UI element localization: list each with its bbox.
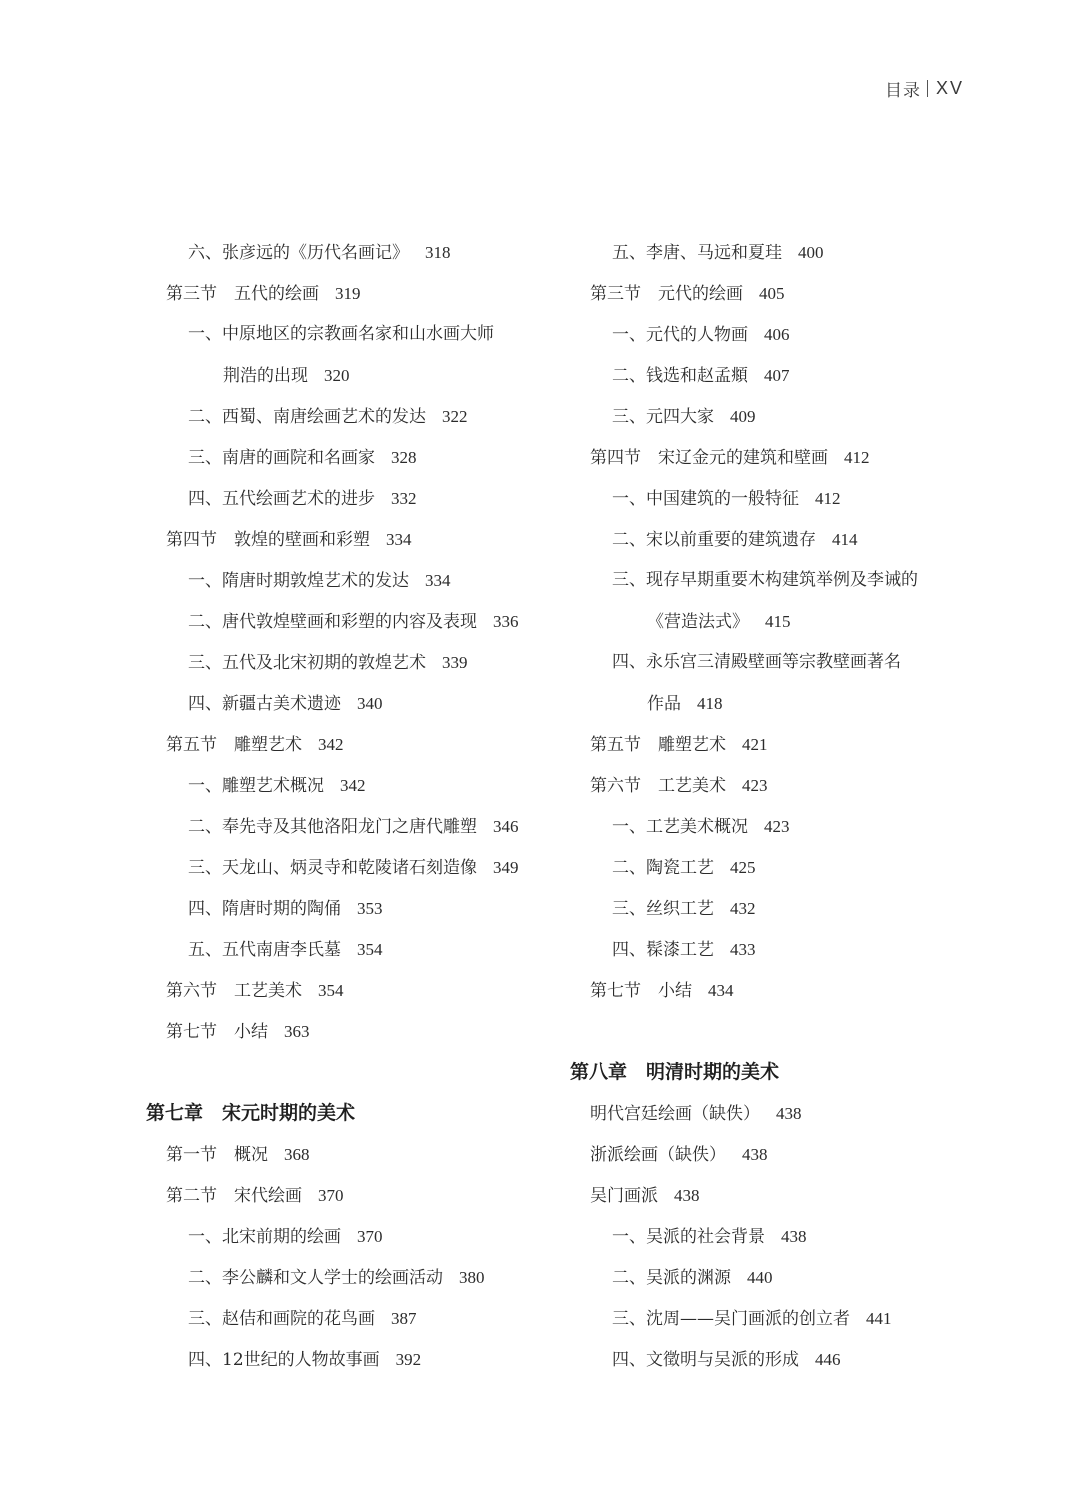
toc-section[interactable] <box>146 724 566 765</box>
toc-entry-page: 387 <box>391 1309 417 1328</box>
toc-entry[interactable] <box>146 765 566 806</box>
toc-entry-title: 三、现存早期重要木构建筑举例及李诫的 <box>612 570 918 590</box>
toc-entry[interactable] <box>146 847 566 888</box>
toc-entry[interactable] <box>146 232 566 273</box>
toc-chapter-heading[interactable] <box>146 1093 566 1134</box>
toc-entry-title: 三、天龙山、炳灵寺和乾陵诸石刻造像 <box>188 858 477 878</box>
toc-entry-page: 405 <box>759 284 785 303</box>
toc-entry[interactable] <box>146 560 566 601</box>
chapter-gap <box>146 1052 566 1093</box>
toc-entry-title: 三、丝织工艺 <box>612 899 714 919</box>
toc-section[interactable] <box>570 970 990 1011</box>
toc-entry[interactable] <box>570 396 990 437</box>
toc-entry-title: 二、李公麟和文人学士的绘画活动 <box>188 1268 443 1288</box>
toc-entry[interactable] <box>570 929 990 970</box>
toc-entry-title: 作品 <box>647 694 681 714</box>
toc-entry-page: 380 <box>459 1268 485 1287</box>
toc-entry-title: 二、宋以前重要的建筑遗存 <box>612 530 816 550</box>
chapter-gap <box>570 1011 990 1052</box>
toc-entry-title: 一、雕塑艺术概况 <box>188 776 324 796</box>
toc-entry-title: 四、髹漆工艺 <box>612 940 714 960</box>
toc-entry[interactable] <box>570 847 990 888</box>
toc-entry-page: 423 <box>764 817 790 836</box>
toc-entry-continuation[interactable] <box>570 683 990 724</box>
toc-chapter-title: 第七章 宋元时期的美术 <box>146 1102 356 1124</box>
toc-entry-page: 332 <box>391 489 417 508</box>
toc-entry-title: 二、唐代敦煌壁画和彩塑的内容及表现 <box>188 612 477 632</box>
toc-left-column <box>146 232 566 1380</box>
toc-entry-page: 433 <box>730 940 756 959</box>
toc-entry-title: 第四节 宋辽金元的建筑和壁画 <box>590 448 828 468</box>
running-header <box>885 76 964 101</box>
toc-entry-page: 328 <box>391 448 417 467</box>
toc-entry[interactable] <box>570 232 990 273</box>
toc-entry[interactable] <box>146 314 566 355</box>
toc-entry-title: 四、五代绘画艺术的进步 <box>188 489 375 509</box>
toc-entry-title: 三、赵佶和画院的花鸟画 <box>188 1309 375 1329</box>
toc-entry-title: 一、中国建筑的一般特征 <box>612 489 799 509</box>
toc-entry[interactable] <box>570 888 990 929</box>
toc-entry-title: 三、南唐的画院和名画家 <box>188 448 375 468</box>
header-separator <box>927 80 928 97</box>
toc-entry-title: 一、工艺美术概况 <box>612 817 748 837</box>
toc-entry-title: 《营造法式》 <box>647 612 749 632</box>
toc-entry[interactable] <box>146 929 566 970</box>
toc-section[interactable] <box>570 1134 990 1175</box>
toc-entry-continuation[interactable] <box>570 601 990 642</box>
toc-entry[interactable] <box>146 1298 566 1339</box>
toc-entry[interactable] <box>570 642 990 683</box>
toc-entry[interactable] <box>146 642 566 683</box>
toc-entry-title: 四、12世纪的人物故事画 <box>188 1350 380 1370</box>
toc-entry-title: 六、张彦远的《历代名画记》 <box>188 243 409 263</box>
toc-entry-title: 二、奉先寺及其他洛阳龙门之唐代雕塑 <box>188 817 477 837</box>
toc-entry-title: 二、钱选和赵孟頫 <box>612 366 748 386</box>
toc-entry-title: 第二节 宋代绘画 <box>166 1186 302 1206</box>
toc-entry[interactable] <box>570 1298 990 1339</box>
toc-section[interactable] <box>570 273 990 314</box>
toc-entry[interactable] <box>570 1339 990 1380</box>
toc-entry-page: 363 <box>284 1022 310 1041</box>
toc-entry-title: 四、新疆古美术遗迹 <box>188 694 341 714</box>
toc-entry-title: 第五节 雕塑艺术 <box>166 735 302 755</box>
toc-entry-page: 412 <box>815 489 841 508</box>
toc-entry-page: 446 <box>815 1350 841 1369</box>
toc-entry-title: 五、李唐、马远和夏珪 <box>612 243 782 263</box>
toc-right-column <box>570 232 990 1380</box>
toc-entry-title: 三、五代及北宋初期的敦煌艺术 <box>188 653 426 673</box>
toc-section[interactable] <box>570 724 990 765</box>
toc-entry-page: 438 <box>674 1186 700 1205</box>
toc-entry[interactable] <box>146 1339 566 1380</box>
toc-entry-title: 第三节 五代的绘画 <box>166 284 319 304</box>
toc-entry-page: 342 <box>340 776 366 795</box>
toc-entry[interactable] <box>570 519 990 560</box>
toc-section[interactable] <box>146 1134 566 1175</box>
toc-entry[interactable] <box>570 560 990 601</box>
toc-entry-page: 425 <box>730 858 756 877</box>
toc-entry-page: 322 <box>442 407 468 426</box>
toc-section[interactable] <box>146 1011 566 1052</box>
toc-entry-page: 421 <box>742 735 768 754</box>
toc-entry-page: 349 <box>493 858 519 877</box>
toc-entry[interactable] <box>146 806 566 847</box>
toc-entry-page: 423 <box>742 776 768 795</box>
toc-section[interactable] <box>146 273 566 314</box>
toc-entry-title: 一、元代的人物画 <box>612 325 748 345</box>
toc-entry-title: 第三节 元代的绘画 <box>590 284 743 304</box>
toc-entry-title: 一、北宋前期的绘画 <box>188 1227 341 1247</box>
toc-section[interactable] <box>570 1093 990 1134</box>
toc-entry-title: 荆浩的出现 <box>223 366 308 386</box>
toc-entry[interactable] <box>570 355 990 396</box>
toc-entry-page: 432 <box>730 899 756 918</box>
toc-entry-page: 342 <box>318 735 344 754</box>
toc-entry[interactable] <box>570 806 990 847</box>
toc-entry[interactable] <box>146 1216 566 1257</box>
toc-entry[interactable] <box>146 683 566 724</box>
toc-entry-page: 334 <box>425 571 451 590</box>
toc-entry-title: 第七节 小结 <box>166 1022 268 1042</box>
toc-entry-page: 370 <box>318 1186 344 1205</box>
toc-entry-page: 441 <box>866 1309 892 1328</box>
toc-chapter-title: 第八章 明清时期的美术 <box>570 1061 780 1083</box>
toc-entry-title: 二、吴派的渊源 <box>612 1268 731 1288</box>
header-title: 目录 <box>884 81 921 101</box>
toc-entry-title: 五、五代南唐李氏墓 <box>188 940 341 960</box>
toc-entry-page: 353 <box>357 899 383 918</box>
toc-section[interactable] <box>570 1175 990 1216</box>
toc-entry-page: 418 <box>697 694 723 713</box>
toc-entry-page: 368 <box>284 1145 310 1164</box>
toc-entry-title: 三、元四大家 <box>612 407 714 427</box>
toc-section[interactable] <box>146 1175 566 1216</box>
toc-entry[interactable] <box>570 1216 990 1257</box>
toc-section[interactable] <box>570 437 990 478</box>
toc-entry-page: 319 <box>335 284 361 303</box>
toc-entry-title: 一、隋唐时期敦煌艺术的发达 <box>188 571 409 591</box>
toc-entry-continuation[interactable] <box>146 355 566 396</box>
toc-entry-title: 一、吴派的社会背景 <box>612 1227 765 1247</box>
toc-entry[interactable] <box>570 1257 990 1298</box>
toc-entry-title: 三、沈周——吴门画派的创立者 <box>612 1309 850 1329</box>
toc-entry-page: 340 <box>357 694 383 713</box>
toc-entry-page: 354 <box>318 981 344 1000</box>
toc-entry-page: 414 <box>832 530 858 549</box>
toc-entry-title: 二、西蜀、南唐绘画艺术的发达 <box>188 407 426 427</box>
toc-entry[interactable] <box>570 314 990 355</box>
toc-entry-page: 392 <box>395 1350 422 1369</box>
toc-entry-title: 第六节 工艺美术 <box>590 776 726 796</box>
toc-section[interactable] <box>146 519 566 560</box>
toc-entry[interactable] <box>146 888 566 929</box>
toc-entry-page: 412 <box>844 448 870 467</box>
toc-entry-title: 第六节 工艺美术 <box>166 981 302 1001</box>
toc-entry-page: 346 <box>493 817 519 836</box>
toc-entry-page: 407 <box>764 366 790 385</box>
toc-entry-page: 318 <box>425 243 451 262</box>
toc-entry-title: 明代宫廷绘画（缺佚） <box>590 1104 760 1124</box>
toc-entry-page: 440 <box>747 1268 773 1287</box>
toc-entry[interactable] <box>146 437 566 478</box>
header-page-number: XV <box>935 78 964 98</box>
toc-entry[interactable] <box>146 396 566 437</box>
toc-section[interactable] <box>570 765 990 806</box>
toc-entry-title: 四、文徵明与吴派的形成 <box>612 1350 799 1370</box>
toc-entry-page: 406 <box>764 325 790 344</box>
toc-entry-page: 336 <box>493 612 519 631</box>
toc-entry-page: 415 <box>765 612 791 631</box>
toc-entry-page: 409 <box>730 407 756 426</box>
toc-entry-title: 浙派绘画（缺佚） <box>590 1145 726 1165</box>
toc-entry-title: 第七节 小结 <box>590 981 692 1001</box>
toc-entry-title: 四、隋唐时期的陶俑 <box>188 899 341 919</box>
toc-entry-page: 370 <box>357 1227 383 1246</box>
toc-entry-title: 第四节 敦煌的壁画和彩塑 <box>166 530 370 550</box>
toc-entry-page: 339 <box>442 653 468 672</box>
toc-entry-title: 二、陶瓷工艺 <box>612 858 714 878</box>
toc-entry-page: 334 <box>386 530 412 549</box>
toc-entry-title: 第一节 概况 <box>166 1145 268 1165</box>
toc-entry[interactable] <box>146 478 566 519</box>
toc-entry[interactable] <box>146 601 566 642</box>
toc-entry-page: 438 <box>742 1145 768 1164</box>
toc-entry[interactable] <box>570 478 990 519</box>
toc-entry-page: 434 <box>708 981 734 1000</box>
toc-entry-page: 438 <box>781 1227 807 1246</box>
toc-entry-page: 400 <box>798 243 824 262</box>
toc-entry[interactable] <box>146 1257 566 1298</box>
toc-entry-title: 一、中原地区的宗教画名家和山水画大师 <box>188 324 494 344</box>
toc-entry-page: 320 <box>324 366 350 385</box>
toc-entry-title: 第五节 雕塑艺术 <box>590 735 726 755</box>
toc-chapter-heading[interactable] <box>570 1052 990 1093</box>
toc-entry-page: 354 <box>357 940 383 959</box>
toc-entry-page: 438 <box>776 1104 802 1123</box>
toc-entry-title: 四、永乐宫三清殿壁画等宗教壁画著名 <box>612 652 901 672</box>
toc-section[interactable] <box>146 970 566 1011</box>
toc-entry-title: 吴门画派 <box>590 1186 658 1206</box>
